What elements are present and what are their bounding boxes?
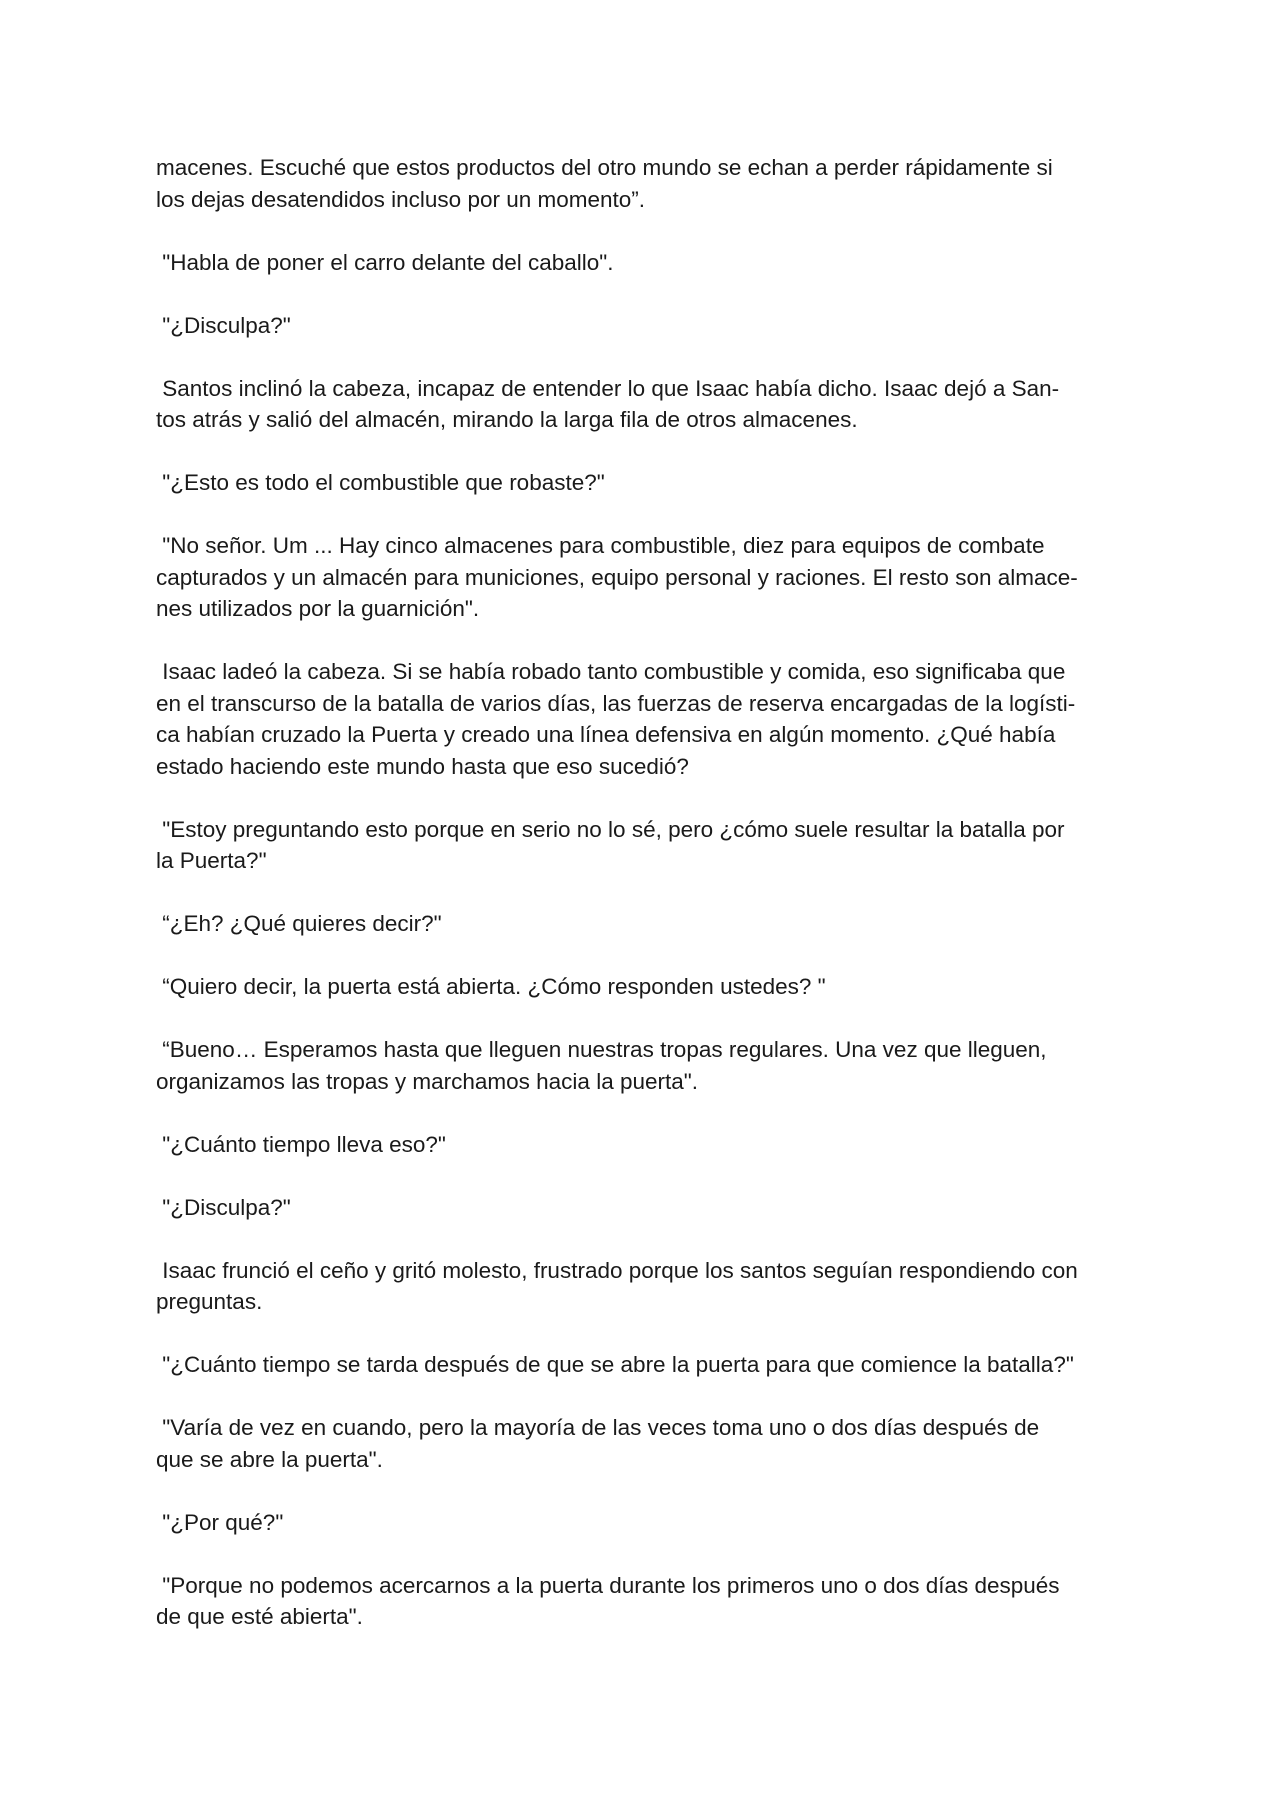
text-line: los dejas desatendidos incluso por un momento”. <box>156 186 646 212</box>
text-line: en el transcurso de la batalla de varios días, las fuerzas de reserva encargadas de la logísti- <box>156 690 1076 716</box>
text-line: "¿Por qué?" <box>156 1509 284 1535</box>
text-line: "¿Cuánto tiempo lleva eso?" <box>156 1131 446 1157</box>
text-line: "No señor. Um ... Hay cinco almacenes para combustible, diez para equipos de combate <box>156 533 1045 558</box>
text-line: "¿Cuánto tiempo se tarda después de que se abre la puerta para que comience la batalla?" <box>156 1352 1074 1377</box>
text-line: tos atrás y salió del almacén, mirando la larga fila de otros almacenes. <box>156 407 858 432</box>
document-page <box>156 152 1136 1664</box>
paragraph <box>156 1192 1136 1224</box>
paragraph <box>156 1129 1136 1161</box>
paragraph <box>156 530 1136 625</box>
paragraph <box>156 152 1136 215</box>
text-line: “Bueno… Esperamos hasta que lleguen nuestras tropas regulares. Una vez que lleguen, <box>156 1037 1047 1062</box>
text-line: "¿Disculpa?" <box>156 312 291 338</box>
paragraph <box>156 971 1136 1003</box>
text-line: preguntas. <box>156 1289 263 1314</box>
text-line: "Habla de poner el carro delante del caballo". <box>156 249 614 275</box>
paragraph <box>156 1255 1136 1318</box>
paragraph <box>156 656 1136 782</box>
paragraph <box>156 1412 1136 1475</box>
text-line: “Quiero decir, la puerta está abierta. ¿Cómo responden ustedes? " <box>156 974 826 999</box>
paragraph <box>156 908 1136 940</box>
text-line: que se abre la puerta". <box>156 1446 383 1472</box>
text-line: capturados y un almacén para municiones, equipo personal y raciones. El resto son almace- <box>156 564 1078 590</box>
text-line: Isaac frunció el ceño y gritó molesto, frustrado porque los santos seguían respondiendo con <box>156 1257 1078 1283</box>
text-line: ca habían cruzado la Puerta y creado una línea defensiva en algún momento. ¿Qué había <box>156 722 1056 747</box>
text-line: de que esté abierta". <box>156 1604 363 1629</box>
paragraph <box>156 247 1136 279</box>
paragraph <box>156 467 1136 499</box>
text-line: nes utilizados por la guarnición". <box>156 596 480 621</box>
text-line: "Porque no podemos acercarnos a la puerta durante los primeros uno o dos días después <box>156 1572 1060 1598</box>
text-line: estado haciendo este mundo hasta que eso sucedió? <box>156 753 689 779</box>
text-line: Santos inclinó la cabeza, incapaz de entender lo que Isaac había dicho. Isaac dejó a San- <box>156 375 1060 401</box>
text-line: “¿Eh? ¿Qué quieres decir?" <box>156 911 442 936</box>
text-line: "¿Disculpa?" <box>156 1194 291 1220</box>
paragraph <box>156 1507 1136 1539</box>
paragraph <box>156 310 1136 342</box>
paragraph <box>156 814 1136 877</box>
paragraph <box>156 1570 1136 1633</box>
text-line: "Estoy preguntando esto porque en serio no lo sé, pero ¿cómo suele resultar la batalla por <box>156 816 1065 842</box>
text-line: macenes. Escuché que estos productos del otro mundo se echan a perder rápidamente si <box>156 155 1053 180</box>
text-line: "Varía de vez en cuando, pero la mayoría de las veces toma uno o dos días después de <box>156 1415 1040 1440</box>
text-line: "¿Esto es todo el combustible que robaste?" <box>156 470 605 495</box>
text-line: la Puerta?" <box>156 848 267 873</box>
text-line: organizamos las tropas y marchamos hacia la puerta". <box>156 1068 698 1094</box>
paragraph <box>156 1034 1136 1097</box>
text-line: Isaac ladeó la cabeza. Si se había robado tanto combustible y comida, eso significaba que <box>156 659 1066 684</box>
paragraph <box>156 373 1136 436</box>
paragraph <box>156 1349 1136 1381</box>
